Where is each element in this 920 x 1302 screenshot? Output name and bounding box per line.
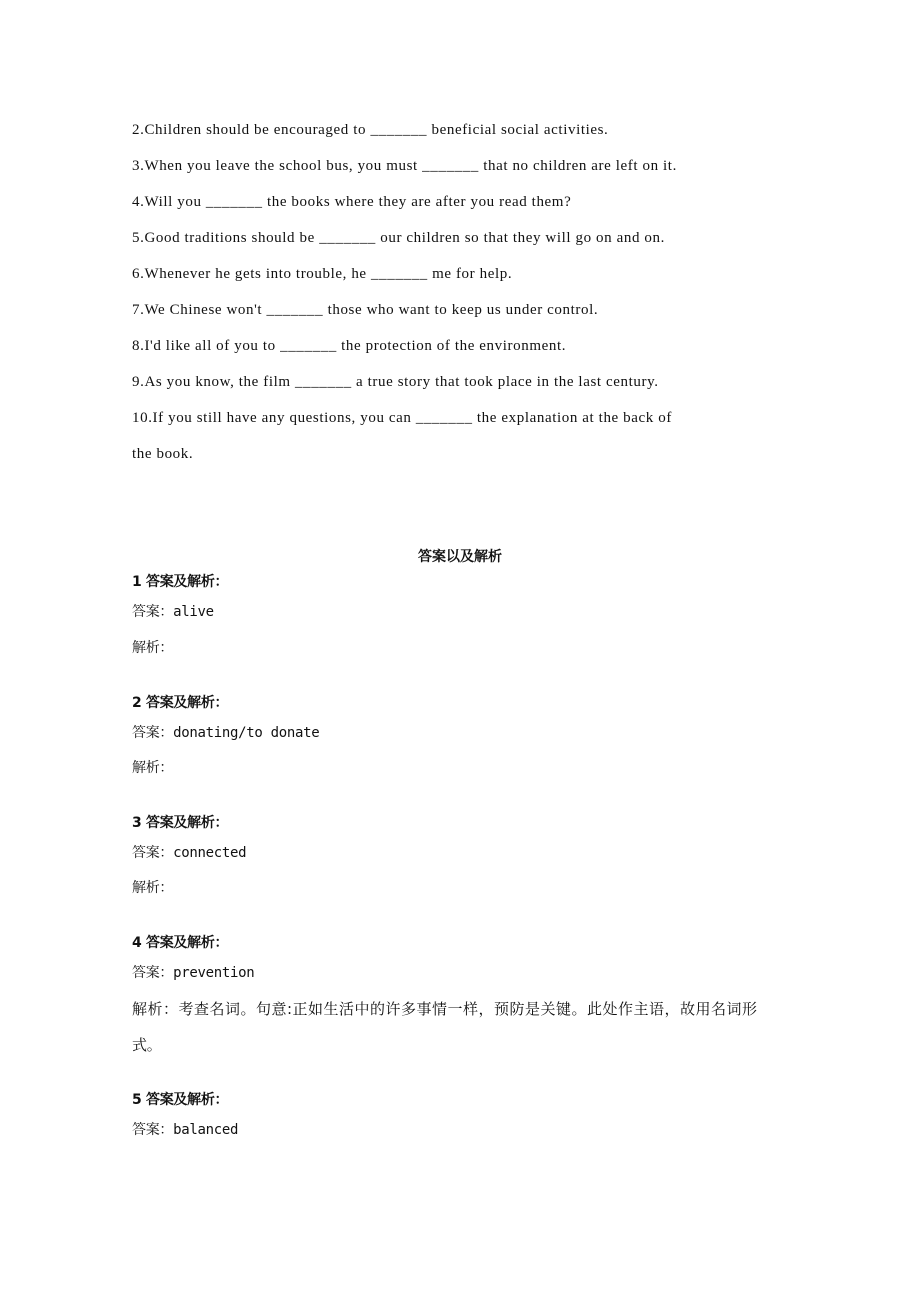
question-8: 8.I'd like all of you to _______ the protection of the environment. bbox=[132, 338, 567, 354]
question-2: 2.Children should be encouraged to _______ beneficial social activities. bbox=[132, 122, 609, 138]
answer-5: 答案：balanced bbox=[132, 1122, 239, 1138]
answer-4: 答案：prevention bbox=[132, 965, 255, 981]
answers-title: 答案以及解析 bbox=[418, 549, 502, 565]
answer-heading-3: 3 答案及解析： bbox=[132, 815, 229, 831]
answer-heading-4: 4 答案及解析： bbox=[132, 935, 229, 951]
analysis-4: 解析：考查名词。句意:正如生活中的许多事情一样，预防是关键。此处作主语，故用名词形 bbox=[132, 1000, 758, 1018]
analysis-2: 解析： bbox=[132, 760, 174, 776]
question-10: 10.If you still have any questions, you can _______ the explanation at the back of bbox=[132, 410, 672, 426]
question-10-continued: the book. bbox=[132, 446, 194, 462]
answer-3: 答案：connected bbox=[132, 845, 247, 861]
question-7: 7.We Chinese won't _______ those who want to keep us under control. bbox=[132, 302, 599, 318]
question-3: 3.When you leave the school bus, you must _______ that no children are left on it. bbox=[132, 158, 677, 174]
answer-heading-2: 2 答案及解析： bbox=[132, 695, 229, 711]
question-9: 9.As you know, the film _______ a true story that took place in the last century. bbox=[132, 374, 659, 390]
answer-1: 答案：alive bbox=[132, 604, 214, 620]
answer-heading-1: 1 答案及解析： bbox=[132, 574, 229, 590]
question-5: 5.Good traditions should be _______ our children so that they will go on and on. bbox=[132, 230, 665, 246]
answer-heading-5: 5 答案及解析： bbox=[132, 1092, 229, 1108]
question-4: 4.Will you _______ the books where they are after you read them? bbox=[132, 194, 572, 210]
question-6: 6.Whenever he gets into trouble, he _______ me for help. bbox=[132, 266, 513, 282]
analysis-1: 解析： bbox=[132, 640, 174, 656]
analysis-3: 解析： bbox=[132, 880, 174, 896]
answer-2: 答案：donating/to donate bbox=[132, 725, 320, 741]
analysis-4-continued: 式。 bbox=[132, 1036, 162, 1054]
